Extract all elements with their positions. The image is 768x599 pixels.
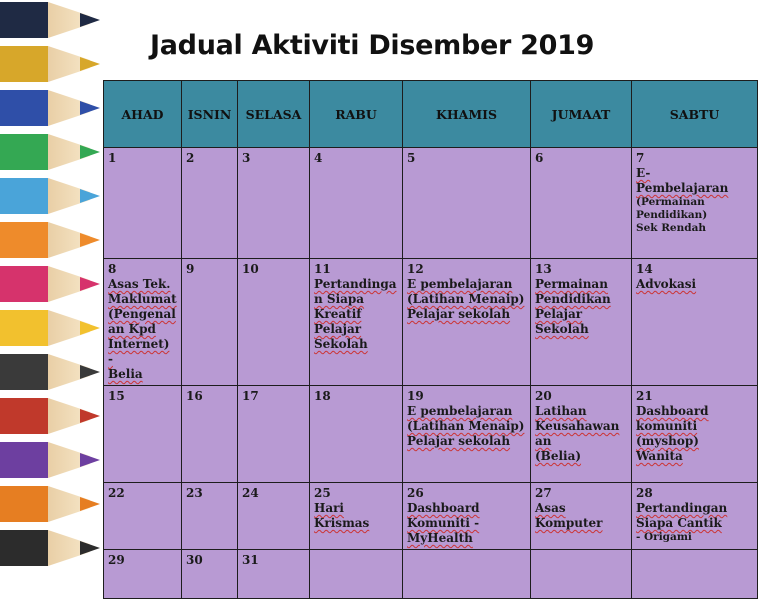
day-number: 15: [108, 389, 125, 403]
pencil-body: [0, 310, 48, 346]
pencil-body: [0, 530, 48, 566]
event-text: E- Pembelajaran: [636, 166, 729, 195]
calendar-day-cell: [310, 148, 403, 259]
pencil-tip: [80, 13, 100, 27]
pencil-tip: [80, 101, 100, 115]
colored-pencils-decoration: [0, 0, 108, 576]
pencil-tip: [80, 453, 100, 467]
calendar-day-cell: [104, 386, 182, 483]
day-number: 22: [108, 486, 125, 500]
pencil-tip: [80, 189, 100, 203]
calendar-day-cell: [632, 259, 758, 386]
header-isnin: ISNIN: [182, 81, 238, 148]
event-text: Asas Komputer: [535, 501, 603, 530]
pencil-body: [0, 90, 48, 126]
day-number: 7: [636, 151, 645, 165]
pencil-tip: [80, 541, 100, 555]
calendar-day-cell: [531, 148, 632, 259]
calendar-week-row: [104, 148, 758, 259]
calendar-day-cell: [182, 259, 238, 386]
header-sabtu: SABTU: [632, 81, 758, 148]
header-selasa: SELASA: [238, 81, 310, 148]
pencil-tip: [80, 277, 100, 291]
event-text: E pembelajaran (Latihan Menaip) Pelajar sekolah: [407, 404, 525, 448]
day-number: 12: [407, 262, 424, 276]
event-text: Advokasi: [636, 277, 697, 291]
calendar-day-cell: [310, 550, 403, 599]
day-number: 27: [535, 486, 552, 500]
calendar-day-cell: [182, 386, 238, 483]
pencil-body: [0, 46, 48, 82]
day-number: 19: [407, 389, 424, 403]
calendar-day-cell: [531, 259, 632, 386]
calendar-week-row: [104, 483, 758, 550]
calendar-day-cell: [104, 550, 182, 599]
event-text: Latihan Keusahawan an (Belia): [535, 404, 620, 463]
pencil-tip: [80, 57, 100, 71]
event-subtext: (Permainan Pendidikan) Sek Rendah: [636, 196, 708, 235]
calendar-day-cell: [310, 386, 403, 483]
pencil-body: [0, 398, 48, 434]
event-text: Dashboard Komuniti - MyHealth: [407, 501, 480, 545]
day-number: 2: [186, 151, 195, 165]
day-number: 23: [186, 486, 203, 500]
pencil-tip: [80, 497, 100, 511]
calendar-week-row: [104, 259, 758, 386]
day-number: 26: [407, 486, 424, 500]
day-number: 10: [242, 262, 259, 276]
day-number: 28: [636, 486, 653, 500]
calendar-day-cell: [104, 259, 182, 386]
calendar-header-row: [104, 81, 758, 148]
calendar-day-cell: [104, 483, 182, 550]
day-number: 18: [314, 389, 331, 403]
pencil-body: [0, 2, 48, 38]
day-number: 13: [535, 262, 552, 276]
calendar-day-cell: [531, 386, 632, 483]
calendar-day-cell: [238, 259, 310, 386]
day-number: 29: [108, 553, 125, 567]
calendar-table: [103, 80, 758, 599]
pencil-tip: [80, 321, 100, 335]
event-subtext: - Origami: [636, 531, 692, 543]
header-jumaat: JUMAAT: [531, 81, 632, 148]
header-khamis: KHAMIS: [403, 81, 531, 148]
calendar-day-cell: [632, 386, 758, 483]
day-number: 20: [535, 389, 552, 403]
pencil-body: [0, 486, 48, 522]
pencil-body: [0, 222, 48, 258]
pencil-tip: [80, 145, 100, 159]
pencil-tip: [80, 409, 100, 423]
day-number: 30: [186, 553, 203, 567]
calendar-day-cell: [182, 148, 238, 259]
calendar-day-cell: [632, 148, 758, 259]
pencil-body: [0, 442, 48, 478]
calendar-day-cell: [403, 483, 531, 550]
calendar-week-row: [104, 550, 758, 599]
pencil-tip: [80, 365, 100, 379]
event-text: Dashboard komuniti (myshop) Wanita: [636, 404, 709, 463]
event-text: Permainan Pendidikan Pelajar Sekolah: [535, 277, 611, 336]
day-number: 24: [242, 486, 259, 500]
calendar-day-cell: [238, 550, 310, 599]
page-title: Jadual Aktiviti Disember 2019: [150, 30, 595, 61]
event-text: Hari Krismas: [314, 501, 370, 530]
day-number: 4: [314, 151, 323, 165]
calendar-day-cell: [104, 148, 182, 259]
day-number: 25: [314, 486, 331, 500]
day-number: 3: [242, 151, 251, 165]
pencil-body: [0, 266, 48, 302]
day-number: 17: [242, 389, 259, 403]
day-number: 9: [186, 262, 195, 276]
calendar-day-cell: [238, 386, 310, 483]
day-number: 5: [407, 151, 416, 165]
calendar-day-cell: [531, 483, 632, 550]
day-number: 14: [636, 262, 653, 276]
day-number: 31: [242, 553, 259, 567]
calendar-day-cell: [310, 483, 403, 550]
event-text: Asas Tek. Maklumat (Pengenal an Kpd Internet) - Belia: [108, 277, 177, 381]
day-number: 1: [108, 151, 117, 165]
calendar-day-cell: [403, 148, 531, 259]
calendar-day-cell: [238, 483, 310, 550]
day-number: 6: [535, 151, 544, 165]
header-ahad: AHAD: [104, 81, 182, 148]
header-rabu: RABU: [310, 81, 403, 148]
event-text: Pertandingan Siapa Cantik: [636, 501, 728, 530]
day-number: 11: [314, 262, 331, 276]
calendar-day-cell: [310, 259, 403, 386]
event-text: Pertandinga n Siapa Kreatif Pelajar Sekolah: [314, 277, 397, 351]
calendar-day-cell: [632, 550, 758, 599]
calendar-day-cell: [531, 550, 632, 599]
calendar-week-row: [104, 386, 758, 483]
calendar-day-cell: [238, 148, 310, 259]
day-number: 16: [186, 389, 203, 403]
pencil-tip: [80, 233, 100, 247]
calendar-day-cell: [403, 386, 531, 483]
calendar-day-cell: [632, 483, 758, 550]
calendar-day-cell: [182, 550, 238, 599]
day-number: 8: [108, 262, 117, 276]
calendar-day-cell: [403, 259, 531, 386]
calendar-day-cell: [182, 483, 238, 550]
pencil-body: [0, 354, 48, 390]
calendar-day-cell: [403, 550, 531, 599]
pencil-body: [0, 178, 48, 214]
day-number: 21: [636, 389, 653, 403]
event-text: E pembelajaran (Latihan Menaip) Pelajar sekolah: [407, 277, 525, 321]
pencil-body: [0, 134, 48, 170]
